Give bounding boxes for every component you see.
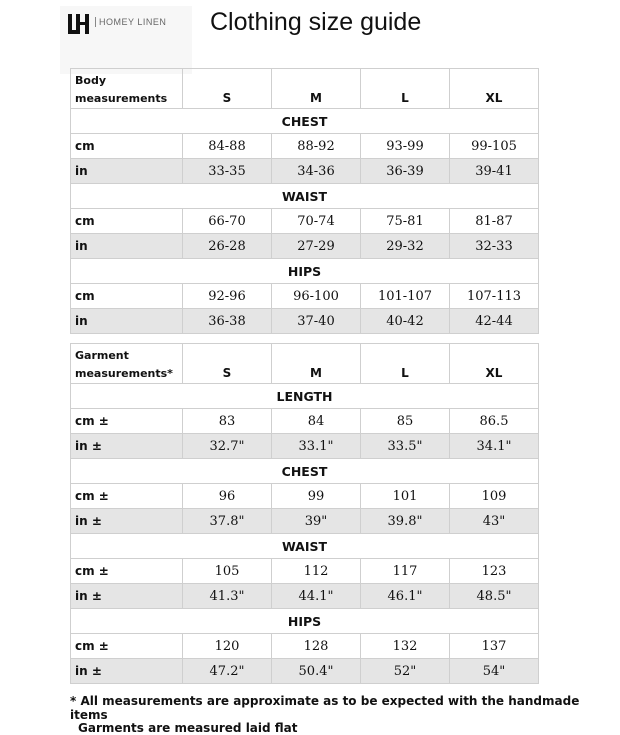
section-row [71, 534, 539, 559]
table-label-line: measurements* [75, 367, 173, 380]
measurement-value: 39.8" [361, 509, 450, 534]
measurement-value: 66-70 [183, 209, 272, 234]
measurement-value: 37.8" [183, 509, 272, 534]
measurement-value: 27-29 [272, 234, 361, 259]
measurement-value: 44.1" [272, 584, 361, 609]
section-row [71, 259, 539, 284]
measurement-value: 86.5 [450, 409, 539, 434]
table-row [71, 309, 539, 334]
measurement-value: 36-38 [183, 309, 272, 334]
measurement-value: 32.7" [183, 434, 272, 459]
measurement-value: 33.1" [272, 434, 361, 459]
table-row [71, 434, 539, 459]
measurement-value: 109 [450, 484, 539, 509]
unit-label: cm [71, 284, 183, 309]
measurement-value: 93-99 [361, 134, 450, 159]
measurement-value: 32-33 [450, 234, 539, 259]
homey-linen-logo-icon [68, 14, 90, 34]
measurement-value: 42-44 [450, 309, 539, 334]
measurement-value: 70-74 [272, 209, 361, 234]
unit-label: in [71, 159, 183, 184]
measurement-value: 85 [361, 409, 450, 434]
size-header: L [361, 344, 450, 384]
table-row [71, 209, 539, 234]
table-row [71, 584, 539, 609]
measurement-value: 54" [450, 659, 539, 684]
measurement-value: 36-39 [361, 159, 450, 184]
measurement-value: 120 [183, 634, 272, 659]
unit-label: cm ± [71, 484, 183, 509]
unit-label: cm ± [71, 634, 183, 659]
garment-measurements-table [70, 343, 539, 684]
size-header: S [183, 344, 272, 384]
section-row [71, 384, 539, 409]
section-row [71, 609, 539, 634]
measurement-value: 50.4" [272, 659, 361, 684]
body-measurements-table [70, 68, 539, 334]
table-label [71, 344, 183, 384]
measurement-value: 52" [361, 659, 450, 684]
measurement-value: 34.1" [450, 434, 539, 459]
measurement-value: 88-92 [272, 134, 361, 159]
section-title: HIPS [71, 609, 539, 634]
table-label-line: measurements [75, 92, 168, 105]
approximate-note: * All measurements are approximate as to be expected with the handmade items [70, 694, 580, 722]
measurement-value: 81-87 [450, 209, 539, 234]
unit-label: cm [71, 209, 183, 234]
measurement-value: 128 [272, 634, 361, 659]
measurement-value: 96 [183, 484, 272, 509]
unit-label: in [71, 309, 183, 334]
section-title: CHEST [71, 109, 539, 134]
unit-label: in ± [71, 509, 183, 534]
table-row [71, 559, 539, 584]
size-header: S [183, 69, 272, 109]
measurement-value: 117 [361, 559, 450, 584]
table-label-line: Garment [75, 349, 129, 362]
size-header: M [272, 344, 361, 384]
measurement-value: 123 [450, 559, 539, 584]
size-header: M [272, 69, 361, 109]
unit-label: in [71, 234, 183, 259]
measurement-value: 101 [361, 484, 450, 509]
measurement-value: 83 [183, 409, 272, 434]
section-title: WAIST [71, 184, 539, 209]
measurement-value: 26-28 [183, 234, 272, 259]
size-header: L [361, 69, 450, 109]
measurement-value: 107-113 [450, 284, 539, 309]
measurement-value: 132 [361, 634, 450, 659]
table-label [71, 69, 183, 109]
table-row [71, 509, 539, 534]
table-label-line: Body [75, 74, 106, 87]
measurement-value: 48.5" [450, 584, 539, 609]
measurement-value: 43" [450, 509, 539, 534]
measurement-value: 29-32 [361, 234, 450, 259]
size-header-row [71, 69, 539, 109]
section-title: CHEST [71, 459, 539, 484]
unit-label: in ± [71, 584, 183, 609]
measurement-value: 39" [272, 509, 361, 534]
table-row [71, 134, 539, 159]
size-header: XL [450, 69, 539, 109]
measurement-value: 137 [450, 634, 539, 659]
size-header-row [71, 344, 539, 384]
table-row [71, 634, 539, 659]
page-title: Clothing size guide [210, 8, 422, 36]
unit-label: in ± [71, 659, 183, 684]
measurement-value: 99 [272, 484, 361, 509]
section-title: LENGTH [71, 384, 539, 409]
measurement-value: 34-36 [272, 159, 361, 184]
measurement-value: 92-96 [183, 284, 272, 309]
measurement-value: 84-88 [183, 134, 272, 159]
size-header: XL [450, 344, 539, 384]
table-row [71, 409, 539, 434]
measurement-value: 39-41 [450, 159, 539, 184]
measurement-value: 46.1" [361, 584, 450, 609]
brand-name: HOMEY LINEN [95, 17, 166, 27]
table-row [71, 284, 539, 309]
measurement-value: 99-105 [450, 134, 539, 159]
measurement-value: 33.5" [361, 434, 450, 459]
section-row [71, 109, 539, 134]
table-row [71, 234, 539, 259]
laid-flat-note: Garments are measured laid flat [78, 721, 298, 735]
measurement-value: 96-100 [272, 284, 361, 309]
measurement-value: 37-40 [272, 309, 361, 334]
table-row [71, 659, 539, 684]
measurement-value: 84 [272, 409, 361, 434]
section-row [71, 459, 539, 484]
measurement-value: 33-35 [183, 159, 272, 184]
section-row [71, 184, 539, 209]
measurement-value: 41.3" [183, 584, 272, 609]
unit-label: in ± [71, 434, 183, 459]
section-title: HIPS [71, 259, 539, 284]
unit-label: cm [71, 134, 183, 159]
measurement-value: 101-107 [361, 284, 450, 309]
section-title: WAIST [71, 534, 539, 559]
table-row [71, 159, 539, 184]
measurement-value: 47.2" [183, 659, 272, 684]
unit-label: cm ± [71, 409, 183, 434]
measurement-value: 75-81 [361, 209, 450, 234]
measurement-value: 40-42 [361, 309, 450, 334]
table-row [71, 484, 539, 509]
measurement-value: 112 [272, 559, 361, 584]
measurement-value: 105 [183, 559, 272, 584]
unit-label: cm ± [71, 559, 183, 584]
